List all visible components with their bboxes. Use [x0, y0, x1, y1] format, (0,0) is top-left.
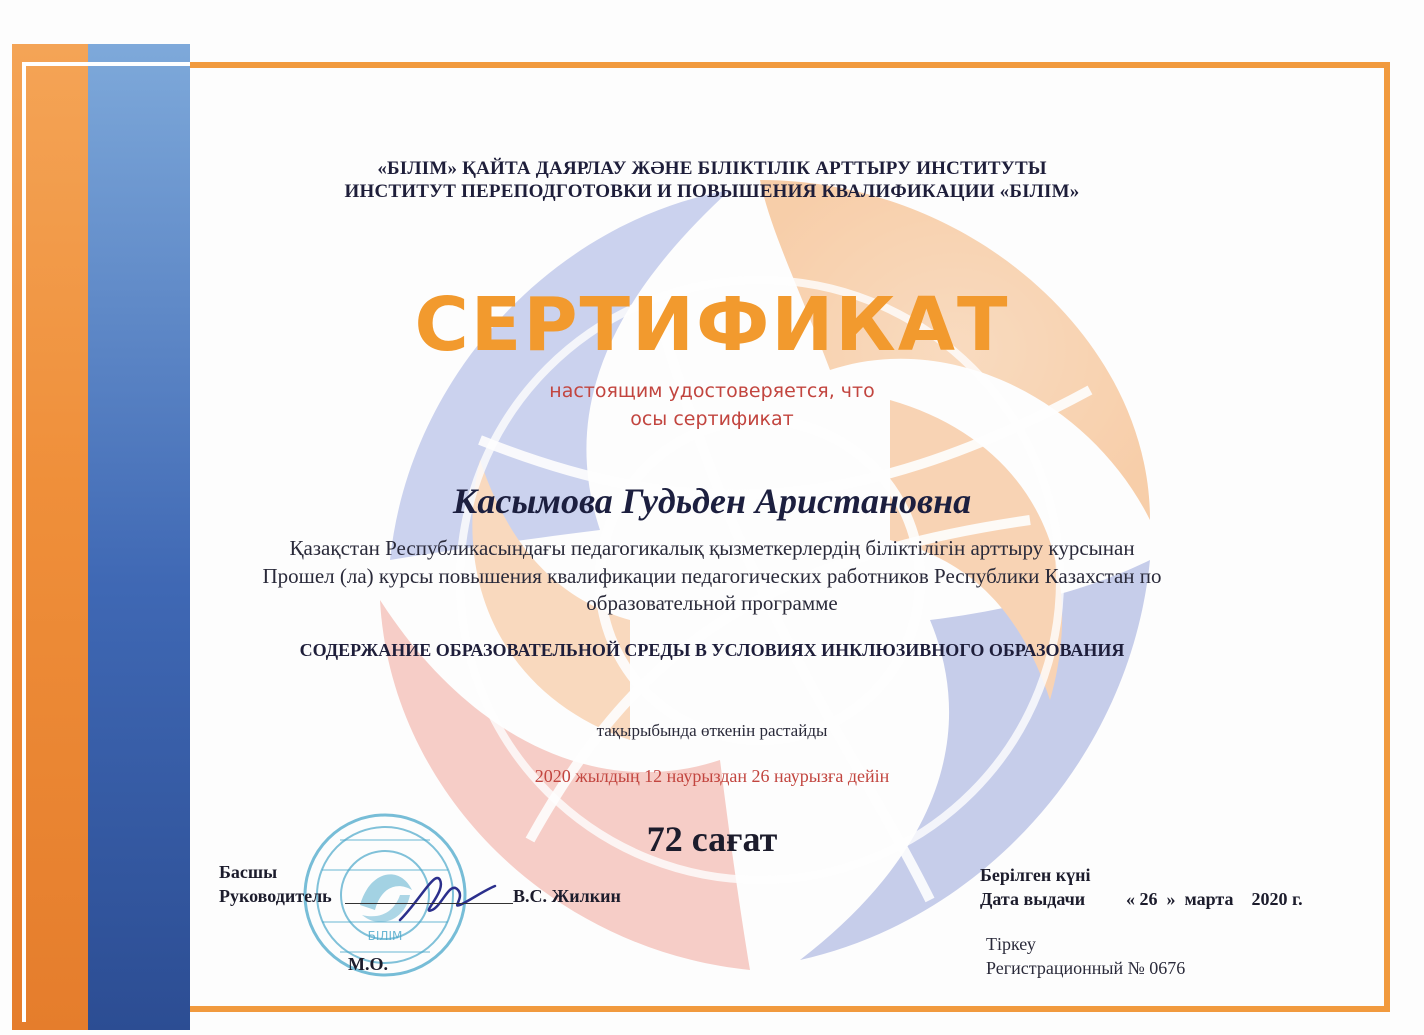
- course-hours: 72 сағат: [646, 819, 778, 859]
- subtitle-kz: осы сертификат: [630, 408, 794, 430]
- registration-label-kz: Тіркеу: [986, 934, 1036, 954]
- seal-label: М.О.: [348, 954, 388, 974]
- registration-number: Регистрационный № 0676: [986, 958, 1186, 978]
- institute-name-ru: ИНСТИТУТ ПЕРЕПОДГОТОВКИ И ПОВЫШЕНИЯ КВАЛИФИКАЦИИ «БІЛІМ»: [344, 181, 1080, 202]
- recipient-name: Касымова Гудьден Аристановна: [452, 481, 972, 521]
- certificate-title: СЕРТИФИКАТ: [414, 282, 1010, 368]
- issue-label-ru: Дата выдачи: [980, 889, 1086, 909]
- issue-date: « 26 » марта 2020 г.: [1126, 889, 1303, 909]
- signatory-name: В.С. Жилкин: [513, 886, 621, 906]
- course-dates: 2020 жылдың 12 наурыздан 26 наурызға дейін: [534, 766, 890, 786]
- signatory-label-ru: Руководитель: [219, 886, 332, 906]
- signature-line: [345, 903, 513, 904]
- signatory-label-kz: Басшы: [219, 862, 278, 882]
- white-frame-line-top: [22, 62, 192, 66]
- course-text-ru-line2: образовательной программе: [586, 591, 838, 615]
- course-text-kz: Қазақстан Республикасындағы педагогикалық қызметкерлердің біліктілігін арттыру курсынан: [289, 536, 1135, 560]
- handwritten-signature: [380, 860, 500, 930]
- course-text-ru-line1: Прошел (ла) курсы повышения квалификации педагогических работников Республики Казахстан по: [262, 564, 1162, 588]
- institute-name-kz: «БІЛІМ» ҚАЙТА ДАЯРЛАУ ЖӘНЕ БІЛІКТІЛІК АРТТЫРУ ИНСТИТУТЫ: [377, 158, 1047, 179]
- program-title: СОДЕРЖАНИЕ ОБРАЗОВАТЕЛЬНОЙ СРЕДЫ В УСЛОВИЯХ ИНКЛЮЗИВНОГО ОБРАЗОВАНИЯ: [299, 640, 1125, 660]
- topic-note: тақырыбында өткенін растайды: [596, 721, 828, 740]
- subtitle-ru: настоящим удостоверяется, что: [549, 380, 875, 402]
- stamp-label: БІЛІМ: [367, 929, 403, 943]
- issue-label-kz: Берілген күні: [980, 865, 1091, 885]
